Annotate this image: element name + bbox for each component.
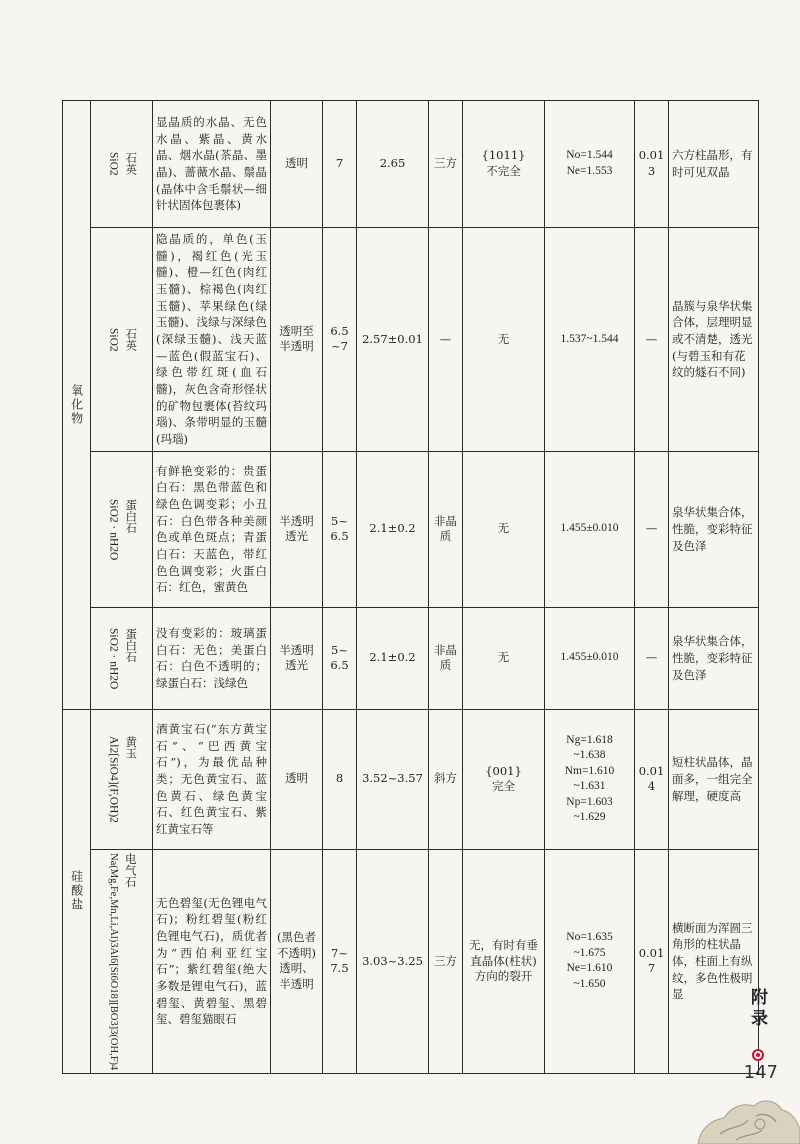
- crystal-system-cell: 三方: [429, 101, 463, 228]
- birefringence-cell: —: [635, 451, 669, 607]
- density-cell: 2.1±0.2: [357, 451, 429, 607]
- mineral-table: [62, 100, 759, 1074]
- varieties-cell: 无色碧玺(无色锂电气石)；粉红碧玺(粉红色锂电气石)，质优者为“西伯利亚红宝石”；紫红碧玺(绝大多数是锂电气石)，蓝碧玺、黄碧玺、黑碧玺、碧玺猫眼石: [153, 849, 271, 1073]
- table-row: [63, 607, 759, 709]
- cleavage-cell: 无: [463, 451, 545, 607]
- features-cell: 横断面为浑圆三角形的柱状晶体，柱面上有纵纹，多色性极明显: [669, 849, 759, 1073]
- birefringence-cell: 0.014: [635, 709, 669, 849]
- mineral-name: 蛋白石: [124, 627, 139, 663]
- hardness-cell: 7: [323, 101, 357, 228]
- table-row: [63, 451, 759, 607]
- mineral-name-cell: [91, 607, 153, 709]
- cleavage-cell: {001} 完全: [463, 709, 545, 849]
- birefringence-cell: —: [635, 607, 669, 709]
- appendix-label: 附录: [747, 988, 767, 1030]
- table-row: [63, 228, 759, 452]
- varieties-cell: 没有变彩的：玻璃蛋白石：无色；美蛋白石：白色不透明的；绿蛋白石：浅绿色: [153, 607, 271, 709]
- refractive-index-cell: 1.537~1.544: [545, 228, 635, 452]
- refractive-index-cell: No=1.635 ~1.675 Ne=1.610 ~1.650: [545, 849, 635, 1073]
- chemical-formula: SiO2 · nH2O: [107, 627, 120, 689]
- chemical-formula: SiO2: [107, 327, 120, 352]
- refractive-index-cell: 1.455±0.010: [545, 607, 635, 709]
- birefringence-cell: 0.017: [635, 849, 669, 1073]
- hardness-cell: 5~6.5: [323, 451, 357, 607]
- crystal-system-cell: 非晶质: [429, 607, 463, 709]
- hardness-cell: 8: [323, 709, 357, 849]
- features-cell: 泉华状集合体，性脆，变彩特征及色泽: [669, 451, 759, 607]
- cleavage-cell: 无，有时有垂直晶体(柱状)方向的裂开: [463, 849, 545, 1073]
- transparency-cell: (黑色者不透明)透明、半透明: [271, 849, 323, 1073]
- category-label: 硅酸盐: [69, 870, 84, 913]
- category-label: 氧化物: [69, 383, 84, 426]
- mineral-name-cell: [91, 228, 153, 452]
- category-cell: [63, 101, 91, 710]
- features-cell: 泉华状集合体，性脆，变彩特征及色泽: [669, 607, 759, 709]
- cleavage-cell: 无: [463, 228, 545, 452]
- cleavage-cell: 无: [463, 607, 545, 709]
- mineral-name: 电气石: [123, 852, 138, 888]
- chemical-formula: Na(Mg,Fe,Mn,Li,Al)3Al6[Si6O18][BO3]3(OH,F)4: [107, 852, 119, 1071]
- mineral-name: 石英: [124, 152, 139, 176]
- density-cell: 2.57±0.01: [357, 228, 429, 452]
- table-row: [63, 101, 759, 228]
- mineral-name: 石英: [124, 327, 139, 351]
- page-number: 147: [743, 1062, 778, 1083]
- refractive-index-cell: 1.455±0.010: [545, 451, 635, 607]
- transparency-cell: 透明: [271, 709, 323, 849]
- hardness-cell: 7~7.5: [323, 849, 357, 1073]
- varieties-cell: 酒黄宝石(“东方黄宝石”、“巴西黄宝石”)，为最优品种类；无色黄宝石、蓝色黄石、绿色黄宝石、红色黄宝石、紫红黄宝石等: [153, 709, 271, 849]
- transparency-cell: 透明: [271, 101, 323, 228]
- cleavage-cell: {1011} 不完全: [463, 101, 545, 228]
- features-cell: 短柱状晶体，晶面多，一组完全解理，硬度高: [669, 709, 759, 849]
- crystal-system-cell: 三方: [429, 849, 463, 1073]
- varieties-cell: 隐晶质的，单色(玉髓)，褐红色(光玉髓)、橙—红色(肉红玉髓)、棕褐色(肉红玉髓)、苹果绿色(绿玉髓)、浅绿与深绿色(深绿玉髓)、浅天蓝—蓝色(假蓝宝石)、绿色带红斑(血石髓)，灰色含奇形怪状的矿物包裹体(苔纹玛瑙)、条带明显的玉髓(玛瑙): [153, 228, 271, 452]
- refractive-index-cell: Ng=1.618 ~1.638 Nm=1.610 ~1.631 Np=1.603 ~1.629: [545, 709, 635, 849]
- crystal-system-cell: —: [429, 228, 463, 452]
- varieties-cell: 有鲜艳变彩的：贵蛋白石：黑色带蓝色和绿色色调变彩；小丑石：白色带各种美颜色或单色斑点；青蛋白石：天蓝色，带红色色调变彩；火蛋白石：红色，蜜黄色: [153, 451, 271, 607]
- mineral-name-cell: [91, 849, 153, 1073]
- density-cell: 3.52~3.57: [357, 709, 429, 849]
- mineral-name: 蛋白石: [124, 498, 139, 534]
- chemical-formula: SiO2: [107, 152, 120, 176]
- features-cell: 晶簇与泉华状集合体，层理明显或不清楚，透光(与碧玉和有花纹的燧石不同): [669, 228, 759, 452]
- varieties-cell: 显晶质的水晶、无色水晶、紫晶、黄水晶、烟水晶(茶晶、墨晶)、蔷薇水晶、鬃晶(晶体中含毛鬃状—细针状固体包裹体): [153, 101, 271, 228]
- hardness-cell: 5~6.5: [323, 607, 357, 709]
- table-row: [63, 849, 759, 1073]
- density-cell: 2.1±0.2: [357, 607, 429, 709]
- crystal-system-cell: 斜方: [429, 709, 463, 849]
- birefringence-cell: —: [635, 228, 669, 452]
- mineral-name-cell: [91, 451, 153, 607]
- chemical-formula: Al2[SiO4](F,OH)2: [107, 735, 120, 823]
- density-cell: 3.03~3.25: [357, 849, 429, 1073]
- transparency-cell: 半透明透光: [271, 451, 323, 607]
- bullet-icon: [752, 1049, 764, 1061]
- mineral-name-cell: [91, 101, 153, 228]
- hardness-cell: 6.5~7: [323, 228, 357, 452]
- mineral-name-cell: [91, 709, 153, 849]
- refractive-index-cell: No=1.544 Ne=1.553: [545, 101, 635, 228]
- category-cell: [63, 709, 91, 1073]
- mineral-name: 黄玉: [124, 735, 139, 759]
- transparency-cell: 半透明透光: [271, 607, 323, 709]
- transparency-cell: 透明至半透明: [271, 228, 323, 452]
- crystal-system-cell: 非晶质: [429, 451, 463, 607]
- chemical-formula: SiO2 · nH2O: [107, 498, 120, 560]
- jade-carving-icon: [690, 1090, 800, 1144]
- features-cell: 六方柱晶形，有时可见双晶: [669, 101, 759, 228]
- table-row: [63, 709, 759, 849]
- birefringence-cell: 0.013: [635, 101, 669, 228]
- density-cell: 2.65: [357, 101, 429, 228]
